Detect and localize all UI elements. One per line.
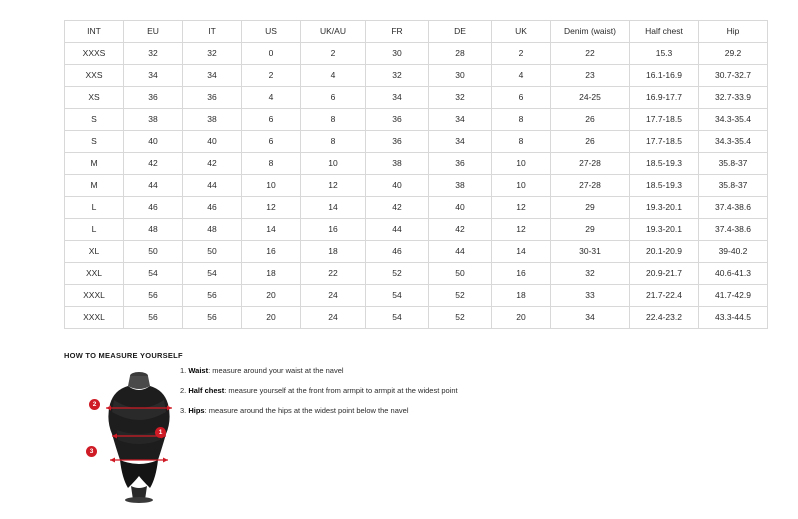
table-cell: 8 [492,131,551,153]
table-cell: 44 [366,219,429,241]
table-cell: 22 [551,43,630,65]
table-cell: 34 [183,65,242,87]
table-cell: 40 [124,131,183,153]
table-row [65,131,768,153]
table-cell: 24-25 [551,87,630,109]
note-term: Half chest [188,386,225,395]
table-cell: 33 [551,285,630,307]
table-cell: 8 [301,131,366,153]
table-cell: 8 [492,109,551,131]
table-cell: XXXL [65,285,124,307]
table-cell: 12 [301,175,366,197]
table-cell: 41.7-42.9 [699,285,768,307]
table-row [65,263,768,285]
table-cell: 14 [492,241,551,263]
table-cell: 18 [492,285,551,307]
table-cell: 34.3-35.4 [699,109,768,131]
table-cell: 36 [429,153,492,175]
table-cell: 6 [242,109,301,131]
table-cell: 8 [242,153,301,175]
table-cell: 23 [551,65,630,87]
column-header: IT [183,21,242,43]
table-cell: 39-40.2 [699,241,768,263]
table-cell: XXL [65,263,124,285]
marker-half-chest: 2 [89,399,100,410]
table-row [65,175,768,197]
column-header: US [242,21,301,43]
table-cell: 50 [183,241,242,263]
table-cell: 18 [242,263,301,285]
table-cell: 16.9-17.7 [630,87,699,109]
table-cell: 17.7-18.5 [630,131,699,153]
note-text: : measure yourself at the front from armpit to armpit at the widest point [224,386,458,395]
table-cell: M [65,153,124,175]
table-cell: 34 [429,131,492,153]
table-cell: 36 [124,87,183,109]
table-cell: 18.5-19.3 [630,175,699,197]
table-cell: S [65,109,124,131]
table-cell: 46 [124,197,183,219]
table-cell: 36 [366,131,429,153]
table-cell: 20.9-21.7 [630,263,699,285]
table-cell: 17.7-18.5 [630,109,699,131]
table-row [65,307,768,329]
column-header: INT [65,21,124,43]
table-cell: 54 [183,263,242,285]
table-cell: 38 [429,175,492,197]
note-text: : measure around your waist at the navel [208,366,344,375]
table-cell: 34 [429,109,492,131]
table-cell: L [65,219,124,241]
table-cell: 29 [551,197,630,219]
table-cell: 30 [429,65,492,87]
table-cell: 14 [301,197,366,219]
table-cell: 21.7-22.4 [630,285,699,307]
table-cell: 28 [429,43,492,65]
table-cell: 46 [183,197,242,219]
table-cell: 54 [366,307,429,329]
table-row [65,153,768,175]
table-cell: 52 [429,307,492,329]
how-to-measure-title: HOW TO MEASURE YOURSELF [64,351,183,360]
table-cell: 32 [429,87,492,109]
table-cell: 19.3-20.1 [630,219,699,241]
table-cell: 54 [366,285,429,307]
table-cell: 8 [301,109,366,131]
table-cell: 4 [492,65,551,87]
table-cell: 34.3-35.4 [699,131,768,153]
table-row [65,65,768,87]
column-header: Hip [699,21,768,43]
table-row [65,285,768,307]
table-cell: 16 [242,241,301,263]
table-cell: 35.8-37 [699,175,768,197]
table-cell: 37.4-38.6 [699,219,768,241]
table-cell: 26 [551,109,630,131]
measure-note [180,406,580,415]
table-cell: 20 [242,285,301,307]
table-cell: 56 [124,307,183,329]
table-cell: 32 [551,263,630,285]
measure-note [180,386,580,395]
table-row [65,219,768,241]
table-cell: L [65,197,124,219]
table-cell: 24 [301,285,366,307]
table-cell: 2 [492,43,551,65]
table-cell: 20.1-20.9 [630,241,699,263]
table-cell: 52 [429,285,492,307]
table-cell: 36 [366,109,429,131]
table-cell: 20 [242,307,301,329]
size-table-head [65,21,768,43]
table-cell: 56 [183,285,242,307]
table-cell: 34 [124,65,183,87]
column-header: FR [366,21,429,43]
note-term: Waist [188,366,209,375]
table-cell: 18.5-19.3 [630,153,699,175]
table-cell: 38 [124,109,183,131]
table-cell: 43.3-44.5 [699,307,768,329]
table-cell: 6 [242,131,301,153]
size-table [64,20,768,329]
note-term: Hips [188,406,205,415]
table-cell: 16 [492,263,551,285]
table-cell: 32 [366,65,429,87]
table-cell: 0 [242,43,301,65]
table-cell: 40 [366,175,429,197]
table-cell: 32.7-33.9 [699,87,768,109]
table-cell: 10 [301,153,366,175]
table-cell: 48 [183,219,242,241]
table-cell: 52 [366,263,429,285]
table-cell: 50 [429,263,492,285]
table-cell: 20 [492,307,551,329]
table-cell: 29.2 [699,43,768,65]
column-header: Denim (waist) [551,21,630,43]
column-header: Half chest [630,21,699,43]
table-cell: 40.6-41.3 [699,263,768,285]
table-cell: 2 [242,65,301,87]
table-cell: 19.3-20.1 [630,197,699,219]
table-cell: 30 [366,43,429,65]
note-text: : measure around the hips at the widest point below the navel [204,406,409,415]
note-index: 2. [180,386,189,395]
table-cell: 34 [366,87,429,109]
table-cell: 38 [183,109,242,131]
table-cell: 12 [242,197,301,219]
table-cell: 16.1-16.9 [630,65,699,87]
column-header: DE [429,21,492,43]
table-cell: 10 [492,175,551,197]
table-cell: 29 [551,219,630,241]
table-cell: 32 [183,43,242,65]
table-cell: 37.4-38.6 [699,197,768,219]
table-cell: 42 [366,197,429,219]
table-row [65,109,768,131]
table-cell: XXXS [65,43,124,65]
table-cell: 35.8-37 [699,153,768,175]
column-header: EU [124,21,183,43]
column-header: UK [492,21,551,43]
table-cell: 10 [242,175,301,197]
table-cell: 42 [429,219,492,241]
table-cell: 18 [301,241,366,263]
table-cell: 26 [551,131,630,153]
table-header-row [65,21,768,43]
table-cell: 44 [429,241,492,263]
table-cell: 48 [124,219,183,241]
table-cell: 12 [492,219,551,241]
marker-waist: 1 [155,427,166,438]
column-header: UK/AU [301,21,366,43]
marker-hips: 3 [86,446,97,457]
table-cell: XXXL [65,307,124,329]
table-cell: M [65,175,124,197]
table-cell: XXS [65,65,124,87]
table-row [65,241,768,263]
measure-notes [180,366,580,426]
table-cell: 56 [124,285,183,307]
note-index: 3. [180,406,189,415]
table-cell: 30-31 [551,241,630,263]
table-cell: 4 [301,65,366,87]
table-cell: S [65,131,124,153]
table-cell: 2 [301,43,366,65]
measure-note [180,366,580,375]
table-cell: 30.7-32.7 [699,65,768,87]
table-cell: 34 [551,307,630,329]
table-cell: 27-28 [551,175,630,197]
table-cell: 24 [301,307,366,329]
table-cell: 15.3 [630,43,699,65]
mannequin-illustration [84,368,194,503]
table-cell: 22 [301,263,366,285]
table-cell: 14 [242,219,301,241]
table-row [65,43,768,65]
table-cell: XS [65,87,124,109]
table-cell: 44 [124,175,183,197]
table-cell: 12 [492,197,551,219]
table-cell: 22.4-23.2 [630,307,699,329]
table-cell: 6 [301,87,366,109]
table-cell: 6 [492,87,551,109]
table-cell: 46 [366,241,429,263]
table-cell: 36 [183,87,242,109]
table-cell: 4 [242,87,301,109]
table-cell: 10 [492,153,551,175]
table-cell: 40 [183,131,242,153]
table-cell: 50 [124,241,183,263]
table-cell: 56 [183,307,242,329]
table-row [65,87,768,109]
table-cell: 16 [301,219,366,241]
table-cell: 38 [366,153,429,175]
size-table-body [65,43,768,329]
table-cell: 32 [124,43,183,65]
table-cell: 54 [124,263,183,285]
table-cell: 42 [124,153,183,175]
table-cell: 42 [183,153,242,175]
size-table-container [64,20,751,329]
table-cell: 44 [183,175,242,197]
table-cell: 40 [429,197,492,219]
note-index: 1. [180,366,189,375]
table-row [65,197,768,219]
table-cell: 27-28 [551,153,630,175]
table-cell: XL [65,241,124,263]
